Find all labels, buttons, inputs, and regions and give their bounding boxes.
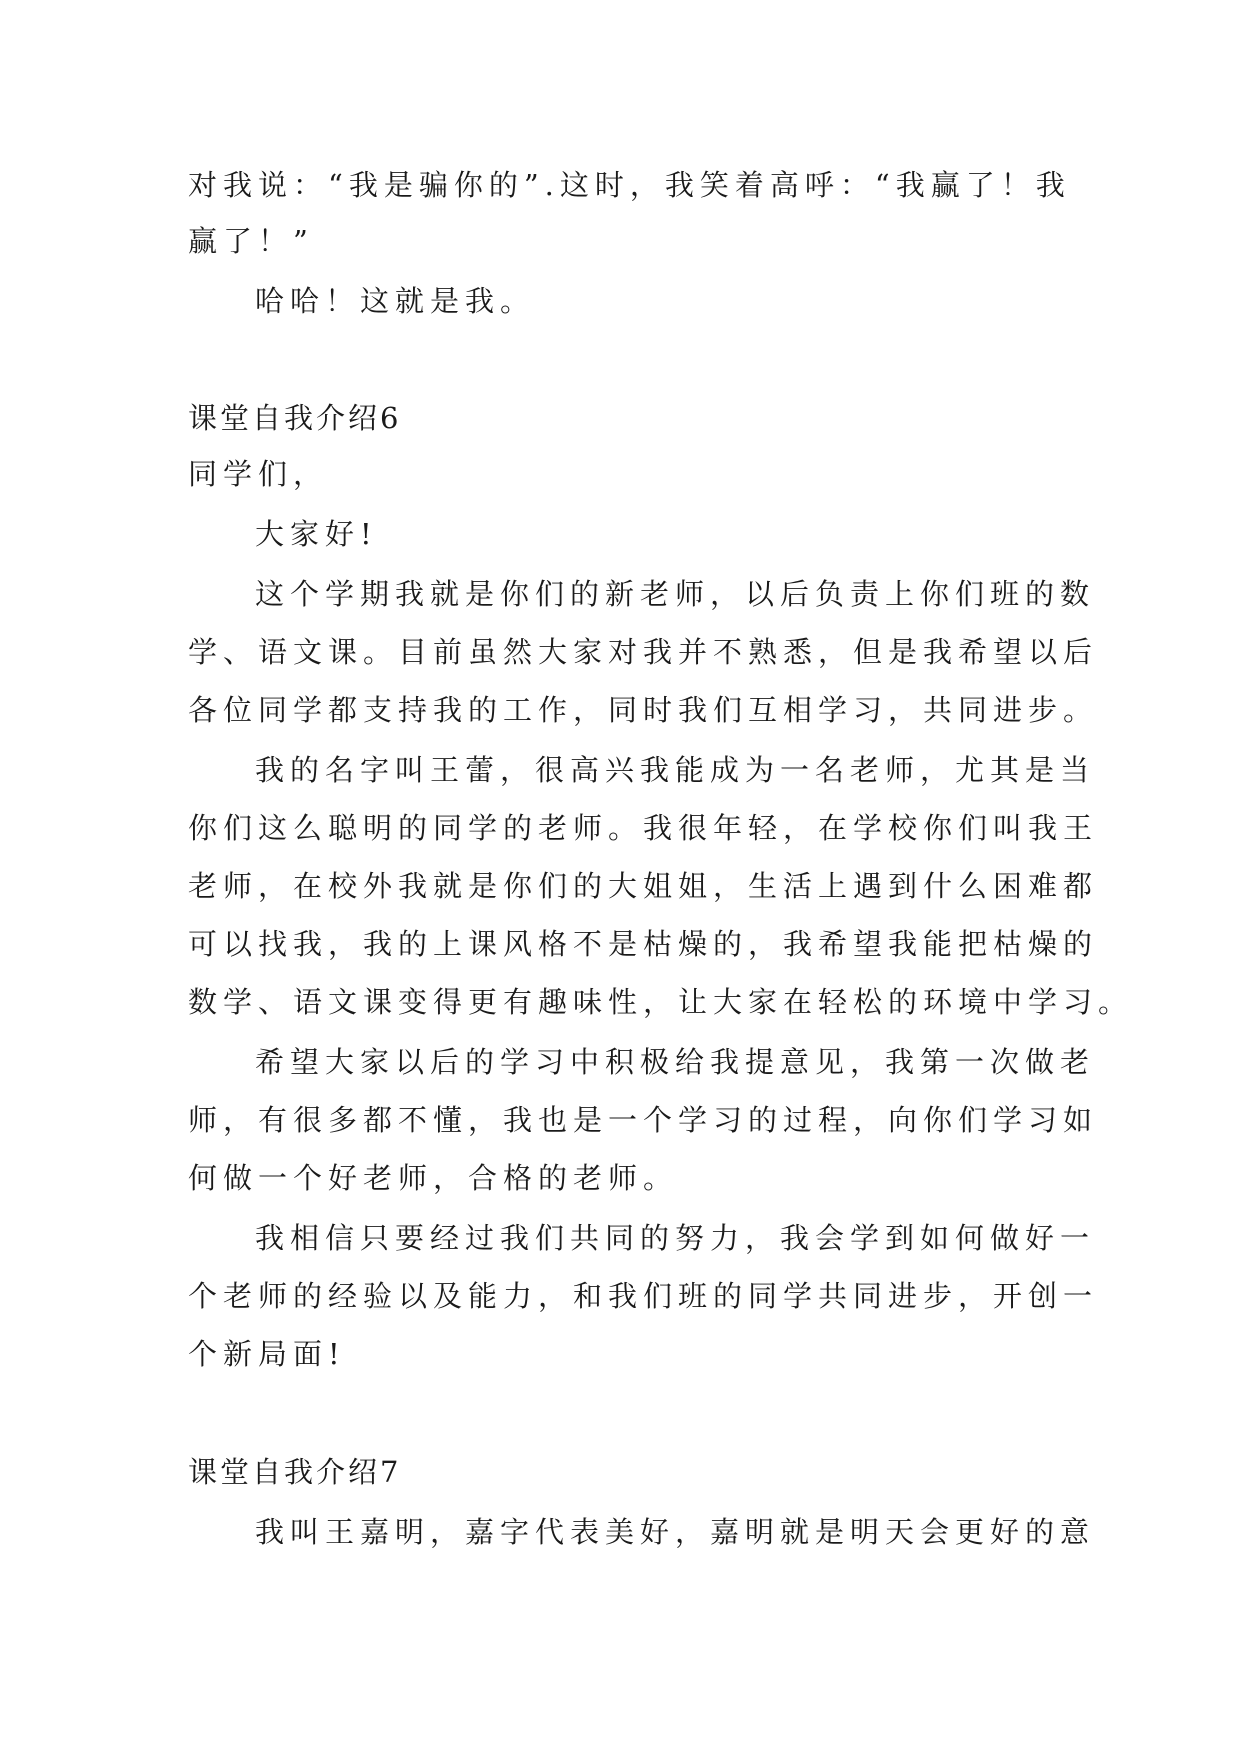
paragraph-line: 数学、语文课变得更有趣味性，让大家在轻松的环境中学习。	[188, 985, 1134, 1019]
paragraph-line: 个新局面!	[188, 1337, 346, 1371]
paragraph-line: 赢了！”	[188, 224, 314, 258]
paragraph-line: 你们这么聪明的同学的老师。我很年轻，在学校你们叫我王	[188, 811, 1099, 845]
salute-line: 大家好!	[255, 517, 378, 551]
greeting-line: 同学们，	[188, 457, 329, 491]
paragraph-line: 哈哈！这就是我。	[255, 284, 536, 318]
paragraph-line: 这个学期我就是你们的新老师，以后负责上你们班的数	[255, 577, 1096, 611]
paragraph-line: 我的名字叫王蕾，很高兴我能成为一名老师，尤其是当	[255, 753, 1096, 787]
paragraph-line: 我叫王嘉明，嘉字代表美好，嘉明就是明天会更好的意	[255, 1515, 1096, 1549]
paragraph-line: 可以找我，我的上课风格不是枯燥的，我希望我能把枯燥的	[188, 927, 1099, 961]
paragraph-line: 对我说：“我是骗你的”.这时，我笑着高呼：“我赢了！我	[188, 168, 1071, 202]
paragraph-line: 个老师的经验以及能力，和我们班的同学共同进步，开创一	[188, 1279, 1099, 1313]
paragraph-line: 老师，在校外我就是你们的大姐姐，生活上遇到什么困难都	[188, 869, 1099, 903]
paragraph-line: 学、语文课。目前虽然大家对我并不熟悉，但是我希望以后	[188, 635, 1099, 669]
section-heading: 课堂自我介绍6	[188, 401, 402, 435]
paragraph-line: 何做一个好老师，合格的老师。	[188, 1161, 679, 1195]
paragraph-line: 希望大家以后的学习中积极给我提意见，我第一次做老	[255, 1045, 1096, 1079]
paragraph-line: 各位同学都支持我的工作，同时我们互相学习，共同进步。	[188, 693, 1099, 727]
paragraph-line: 师，有很多都不懂，我也是一个学习的过程，向你们学习如	[188, 1103, 1099, 1137]
paragraph-line: 我相信只要经过我们共同的努力，我会学到如何做好一	[255, 1221, 1096, 1255]
section-heading: 课堂自我介绍7	[188, 1455, 402, 1489]
